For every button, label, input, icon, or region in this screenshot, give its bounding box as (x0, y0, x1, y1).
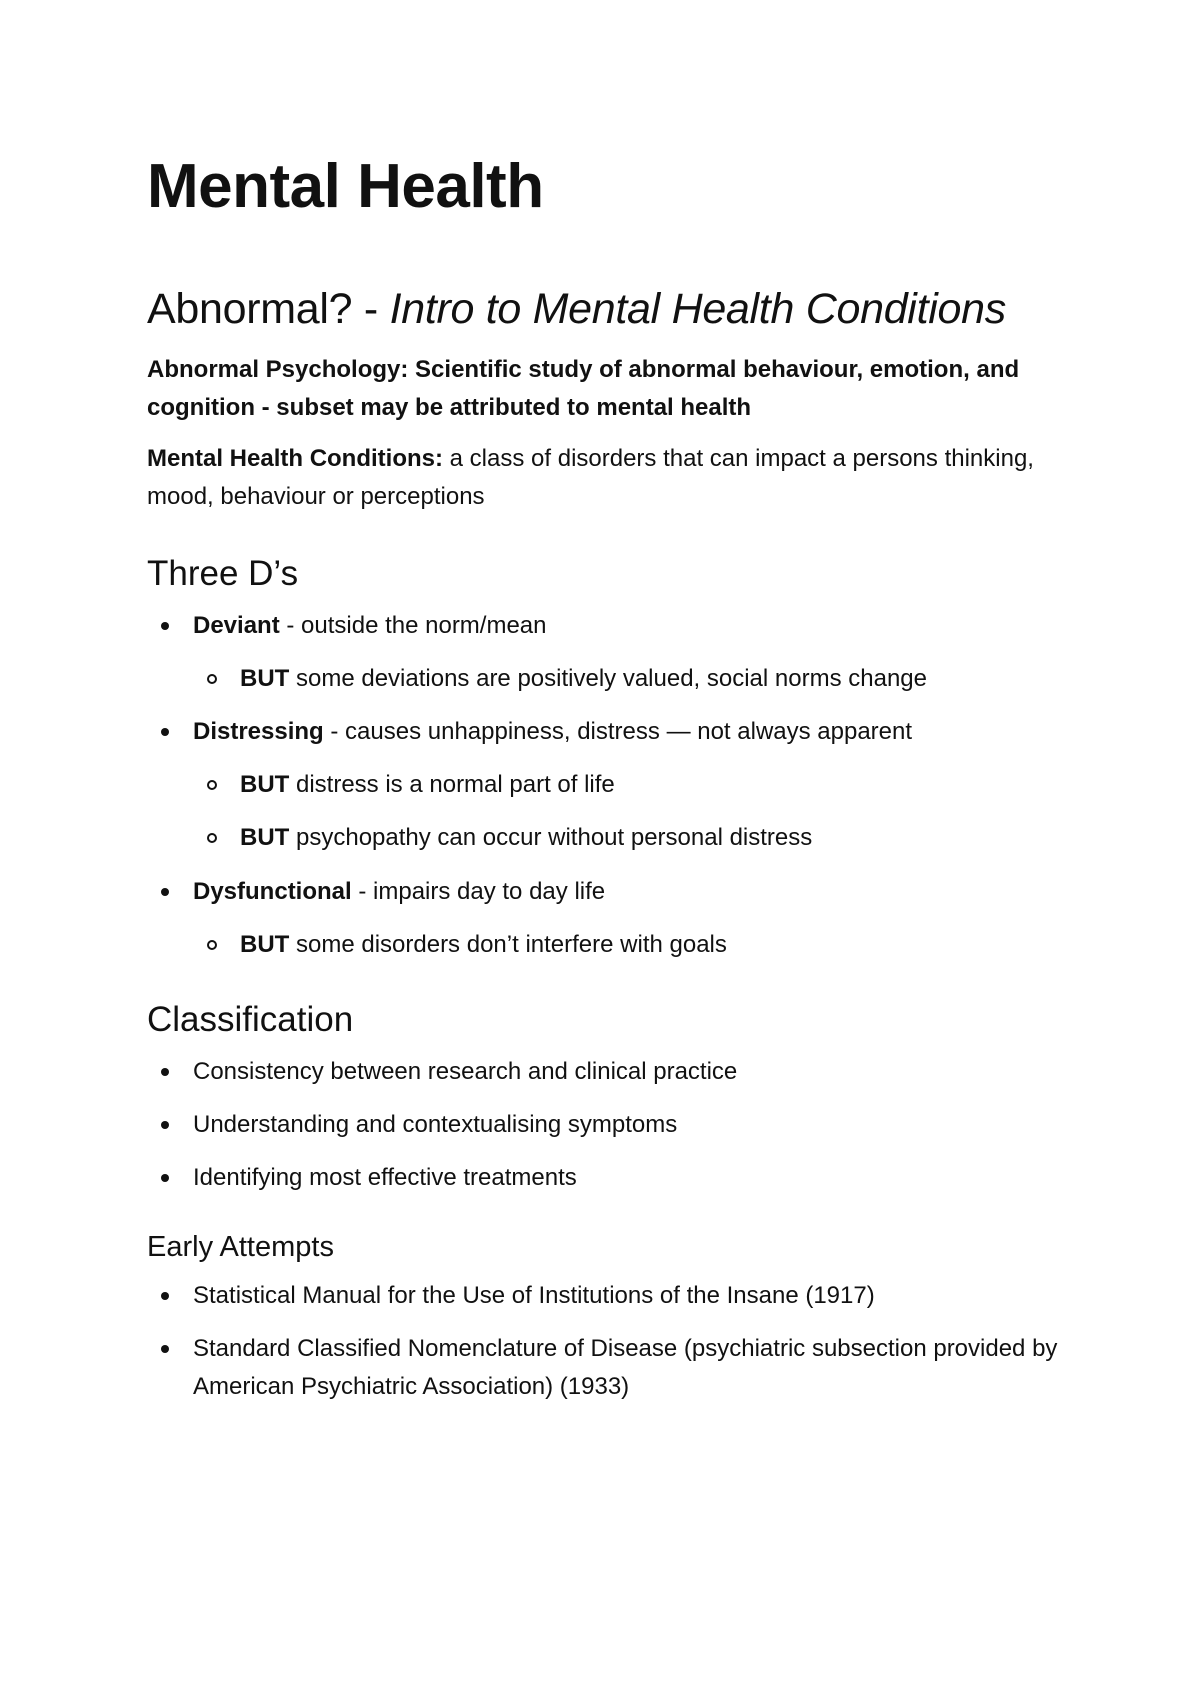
list-item: Understanding and contextualising symptoms (147, 1106, 1067, 1143)
item-term: Dysfunctional (193, 877, 352, 905)
item-text: - outside the norm/mean (279, 611, 547, 639)
list-item-dysfunctional (147, 873, 1067, 910)
list-item: Statistical Manual for the Use of Institutions of the Insane (1917) (147, 1277, 1067, 1314)
document-page (147, 150, 1067, 1405)
section-heading-abnormal (147, 282, 1067, 337)
early-attempts-heading: Early Attempts (147, 1231, 334, 1264)
three-ds-list (147, 607, 1067, 963)
classification-heading: Classification (147, 999, 354, 1039)
list-item-distressing (147, 713, 1067, 750)
sub-item-term: BUT (240, 664, 290, 692)
sub-list-item (147, 819, 1067, 856)
list-item-deviant (147, 607, 1067, 644)
abnormal-psychology-definition (147, 351, 1067, 428)
item-term: Distressing (193, 717, 324, 745)
item-text: - impairs day to day life (351, 877, 606, 905)
abnormal-psychology-text: Abnormal Psychology: Scientific study of abnormal behaviour, emotion, and cognition - subset may be attributed to mental health (147, 356, 1020, 422)
page-title: Mental Health (147, 152, 544, 221)
sub-list-item (147, 660, 1067, 697)
sub-item-text: some disorders don’t interfere with goals (289, 930, 727, 958)
definition-text: a class of disorders that can impact a persons thinking, mood, behaviour or perceptions (147, 444, 1034, 511)
list-item: Consistency between research and clinical practice (147, 1053, 1067, 1090)
sub-item-text: some deviations are positively valued, social norms change (289, 664, 927, 692)
item-term: Deviant (193, 611, 280, 639)
sub-item-text: psychopathy can occur without personal distress (289, 824, 813, 852)
section-heading-plain: Abnormal? - (147, 285, 390, 334)
sub-item-term: BUT (240, 771, 290, 799)
early-attempts-list (147, 1277, 1067, 1405)
mental-health-conditions-definition (147, 440, 1067, 517)
sub-list-item (147, 766, 1067, 803)
sub-item-term: BUT (240, 930, 290, 958)
classification-list (147, 1053, 1067, 1197)
list-item: Standard Classified Nomenclature of Disease (psychiatric subsection provided by American Psychiatric Association) (1933) (147, 1330, 1067, 1404)
item-text: - causes unhappiness, distress — not always apparent (323, 717, 913, 745)
list-item: Identifying most effective treatments (147, 1159, 1067, 1196)
three-ds-heading: Three D’s (147, 553, 299, 593)
section-heading-italic: Intro to Mental Health Conditions (389, 285, 1006, 334)
definition-term: Mental Health Conditions: (147, 444, 443, 472)
sub-item-text: distress is a normal part of life (289, 771, 615, 799)
sub-item-term: BUT (240, 824, 290, 852)
sub-list-item (147, 926, 1067, 963)
